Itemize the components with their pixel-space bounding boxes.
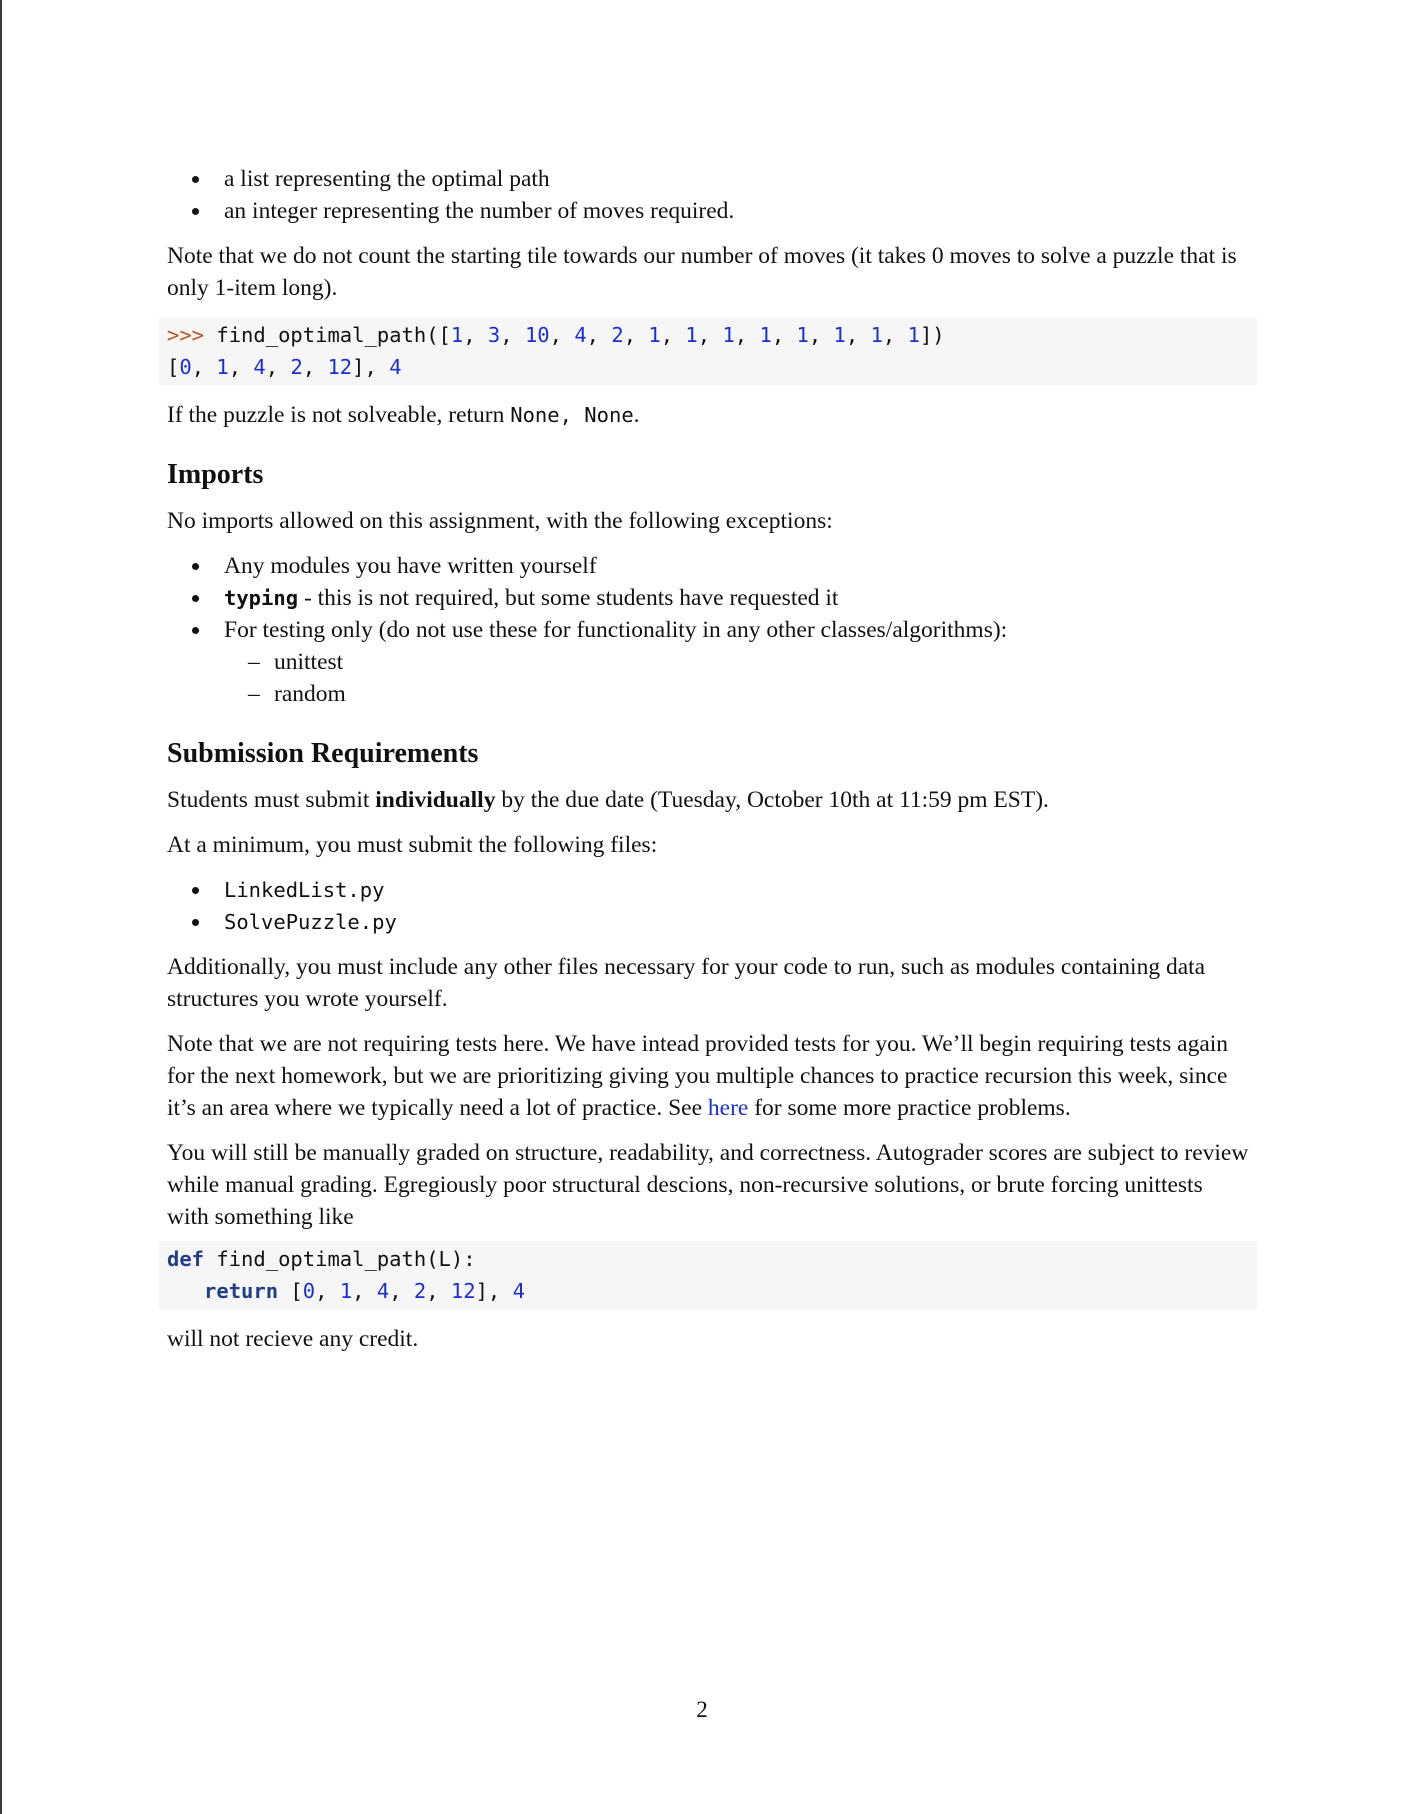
code-number: 1 [796,323,809,347]
code-number: 1 [216,355,229,379]
paragraph-no-credit: will not recieve any credit. [167,1326,419,1352]
inline-code: typing [224,586,299,610]
text: by the due date (Tuesday, October 10th at 11:59 pm EST). [495,787,1049,813]
text: - this is not required, but some students have requested it [298,585,839,611]
code-number: 12 [450,1279,476,1303]
paragraph-submit-individually [167,784,1249,816]
code-number: 2 [413,1279,427,1303]
repl-prompt: >>> [167,323,205,347]
code-number: 1 [833,323,846,347]
list-item: an integer representing the number of moves required. [224,195,1249,227]
code-keyword: return [204,1279,279,1303]
list-item [224,614,1249,710]
file-name: SolvePuzzle.py [224,910,397,934]
paragraph-minimum-files: At a minimum, you must submit the following files: [167,832,658,858]
return-values-list [167,163,1249,227]
example-code-block: >>> find_optimal_path([1, 3, 10, 4, 2, 1, 1, 1, 1, 1, 1, 1, 1]) [0, 1, 4, 2, 12], 4 [159,317,1257,385]
inline-code: None, None [510,403,634,427]
list-item: – unittest [274,646,1249,678]
section-heading-submission: Submission Requirements [167,738,479,769]
code-number: 1 [907,323,920,347]
paragraph-tests-note [167,1028,1249,1124]
code-number: 1 [450,323,464,347]
code-number: 1 [870,323,883,347]
page-left-edge [0,0,2,1814]
code-function-name: find_optimal_path [216,323,427,347]
practice-problems-link[interactable]: here [707,1095,749,1121]
code-number: 1 [759,323,772,347]
code-number: 4 [376,1279,390,1303]
list-item: a list representing the optimal path [224,163,1249,195]
code-number: 2 [290,355,303,379]
list-item [224,874,1249,906]
text: If the puzzle is not solveable, return [167,402,511,428]
code-number: 12 [327,355,353,379]
text: . [633,402,640,428]
imports-list [167,550,1249,710]
paragraph-unsolvable [167,399,1249,431]
code-number: 1 [648,323,661,347]
page-number: 2 [696,1697,708,1722]
code-number: 3 [487,323,501,347]
testing-modules-list [224,646,1249,710]
code-number: 0 [302,1279,316,1303]
files-list [167,874,1249,938]
code-number: 4 [389,355,402,379]
paragraph-grading: You will still be manually graded on structure, readability, and correctness. Autograder scores are subject to review while manual grading. Egregiously poor structural descions, non-recursive solutions, or brute forcing unittests with something like [167,1140,1249,1230]
text: Note that we are not requiring tests here. We have intead provided tests for you. We’ll begin requiring tests again for the next homework, but we are prioritizing giving you multiple chances to practice recursion this week, since it’s an area where we typically need a lot of practice. See [167,1031,1229,1121]
code-number: 4 [574,323,587,347]
list-item: Any modules you have written yourself [224,550,1249,582]
text: Students must submit [167,787,376,813]
bad-code-example: def find_optimal_path(L): return [0, 1, 4, 2, 12], 4 [159,1241,1257,1309]
paragraph-moves-note: Note that we do not count the starting tile towards our number of moves (it takes 0 moves to solve a puzzle that is only 1-item long). [167,243,1237,301]
code-number: 0 [179,355,192,379]
document-body [167,163,1249,1368]
code-number: 10 [524,323,550,347]
list-item [224,906,1249,938]
section-heading-imports: Imports [167,459,264,490]
bold-text: individually [375,787,496,813]
code-keyword: def [167,1247,205,1271]
code-number: 1 [722,323,735,347]
code-signature: find_optimal_path(L): [216,1247,476,1271]
list-item [224,582,1249,614]
code-number: 2 [611,323,624,347]
file-name: LinkedList.py [224,878,385,902]
text: For testing only (do not use these for functionality in any other classes/algorithms): [224,617,1008,643]
list-item: – random [274,678,1249,710]
code-number: 4 [512,1279,525,1303]
paragraph-additional-files: Additionally, you must include any other files necessary for your code to run, such as modules containing data structures you wrote yourself. [167,954,1206,1012]
text: for some more practice problems. [748,1095,1071,1121]
paragraph-imports-intro: No imports allowed on this assignment, with the following exceptions: [167,508,833,534]
code-number: 1 [339,1279,353,1303]
code-number: 4 [253,355,266,379]
code-number: 1 [685,323,698,347]
